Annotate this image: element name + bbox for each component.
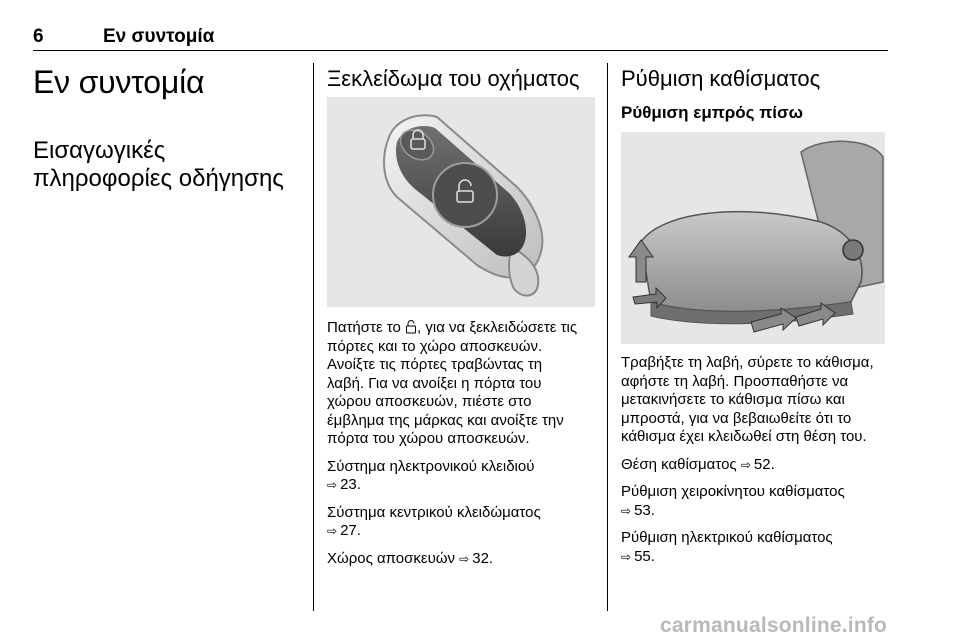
reference-page: 27. [340, 522, 361, 539]
unlock-heading: Ξεκλείδωμα του οχήματος [327, 66, 580, 91]
seat-text-l1: Τραβήξτε τη λαβή, σύρετε το κάθισμα, [621, 354, 874, 371]
seat-fore-aft-subheading: Ρύθμιση εμπρός πίσω [621, 103, 803, 122]
section-title [33, 137, 303, 193]
reference-link[interactable] [327, 550, 595, 569]
reference-text: Σύστημα ηλεκτρονικού κλειδιού [327, 457, 535, 475]
column-3 [621, 63, 888, 575]
reference-arrow-icon: ⇨ [740, 457, 751, 472]
reference-page: 23. [340, 476, 361, 493]
seat-paragraph [621, 354, 888, 566]
column-divider-1 [313, 63, 314, 611]
section-title-line1: Εισαγωγικές [33, 137, 166, 164]
reference-arrow-icon: ⇨ [459, 551, 470, 566]
column-2 [327, 63, 595, 577]
reference-text: Ρύθμιση χειροκίνητου καθίσματος [621, 483, 845, 500]
unlock-text-l4: λαβή. Για να ανοίξει η πόρτα του [327, 374, 542, 392]
reference-text: Σύστημα κεντρικού κλειδώματος [327, 503, 541, 521]
unlock-text-l2: πόρτες και το χώρο αποσκευών. [327, 337, 543, 355]
reference-page: 53. [634, 501, 655, 519]
seat-text-l5: κάθισμα έχει κλειδωθεί στη θέση του. [621, 428, 867, 445]
reference-text: Χώρος αποσκευών [327, 549, 455, 567]
unlock-icon [405, 319, 417, 334]
column-divider-2 [607, 63, 608, 611]
unlock-paragraph [327, 319, 595, 568]
reference-arrow-icon: ⇨ [327, 524, 338, 538]
seat-text-l3: μετακινήσετε το κάθισμα πίσω και [621, 391, 845, 408]
reference-text: Ρύθμιση ηλεκτρικού καθίσματος [621, 529, 833, 546]
reference-link[interactable] [327, 458, 595, 495]
reference-link[interactable] [621, 483, 888, 520]
key-fob-illustration [327, 97, 595, 307]
seat-adjust-heading: Ρύθμιση καθίσματος [621, 66, 821, 91]
unlock-text-l1a: Πατήστε το [327, 319, 401, 336]
watermark: carmanualsonline.info [660, 614, 888, 637]
reference-arrow-icon: ⇨ [621, 549, 632, 564]
chapter-title: Εν συντομία [33, 64, 205, 100]
reference-link[interactable] [621, 456, 888, 475]
reference-arrow-icon: ⇨ [327, 478, 338, 492]
seat-text-l4: μπροστά, για να βεβαιωθείτε ότι το [621, 409, 852, 427]
section-title-line2: πληροφορίες οδήγησης [33, 165, 284, 192]
running-title: Εν συντομία [103, 26, 215, 47]
page-number: 6 [33, 26, 44, 47]
reference-page: 32. [472, 549, 494, 567]
reference-text: Θέση καθίσματος [621, 455, 737, 473]
unlock-text-l5: χώρου αποσκευών, πιέστε στο [327, 393, 532, 410]
reference-page: 55. [634, 547, 655, 565]
seat-body-text [621, 354, 888, 447]
reference-page: 52. [753, 455, 775, 473]
unlock-text-l1b: , για να ξεκλειδώσετε τις [417, 319, 578, 336]
page-header [33, 26, 888, 48]
reference-arrow-icon: ⇨ [621, 503, 632, 518]
unlock-text-l6: έμβλημα της μάρκας και ανοίξτε την [327, 411, 564, 429]
seat-text-l2: αφήστε τη λαβή. Προσπαθήστε να [621, 372, 849, 390]
reference-link[interactable] [327, 504, 595, 541]
column-1 [33, 63, 303, 193]
unlock-text-l3: Ανοίξτε τις πόρτες τραβώντας τη [327, 356, 543, 373]
unlock-text-l7: πόρτα του χώρου αποσκευών. [327, 430, 530, 447]
seat-adjustment-illustration [621, 132, 885, 344]
header-rule [33, 50, 888, 51]
reference-link[interactable] [621, 529, 888, 566]
unlock-body-text [327, 319, 595, 449]
